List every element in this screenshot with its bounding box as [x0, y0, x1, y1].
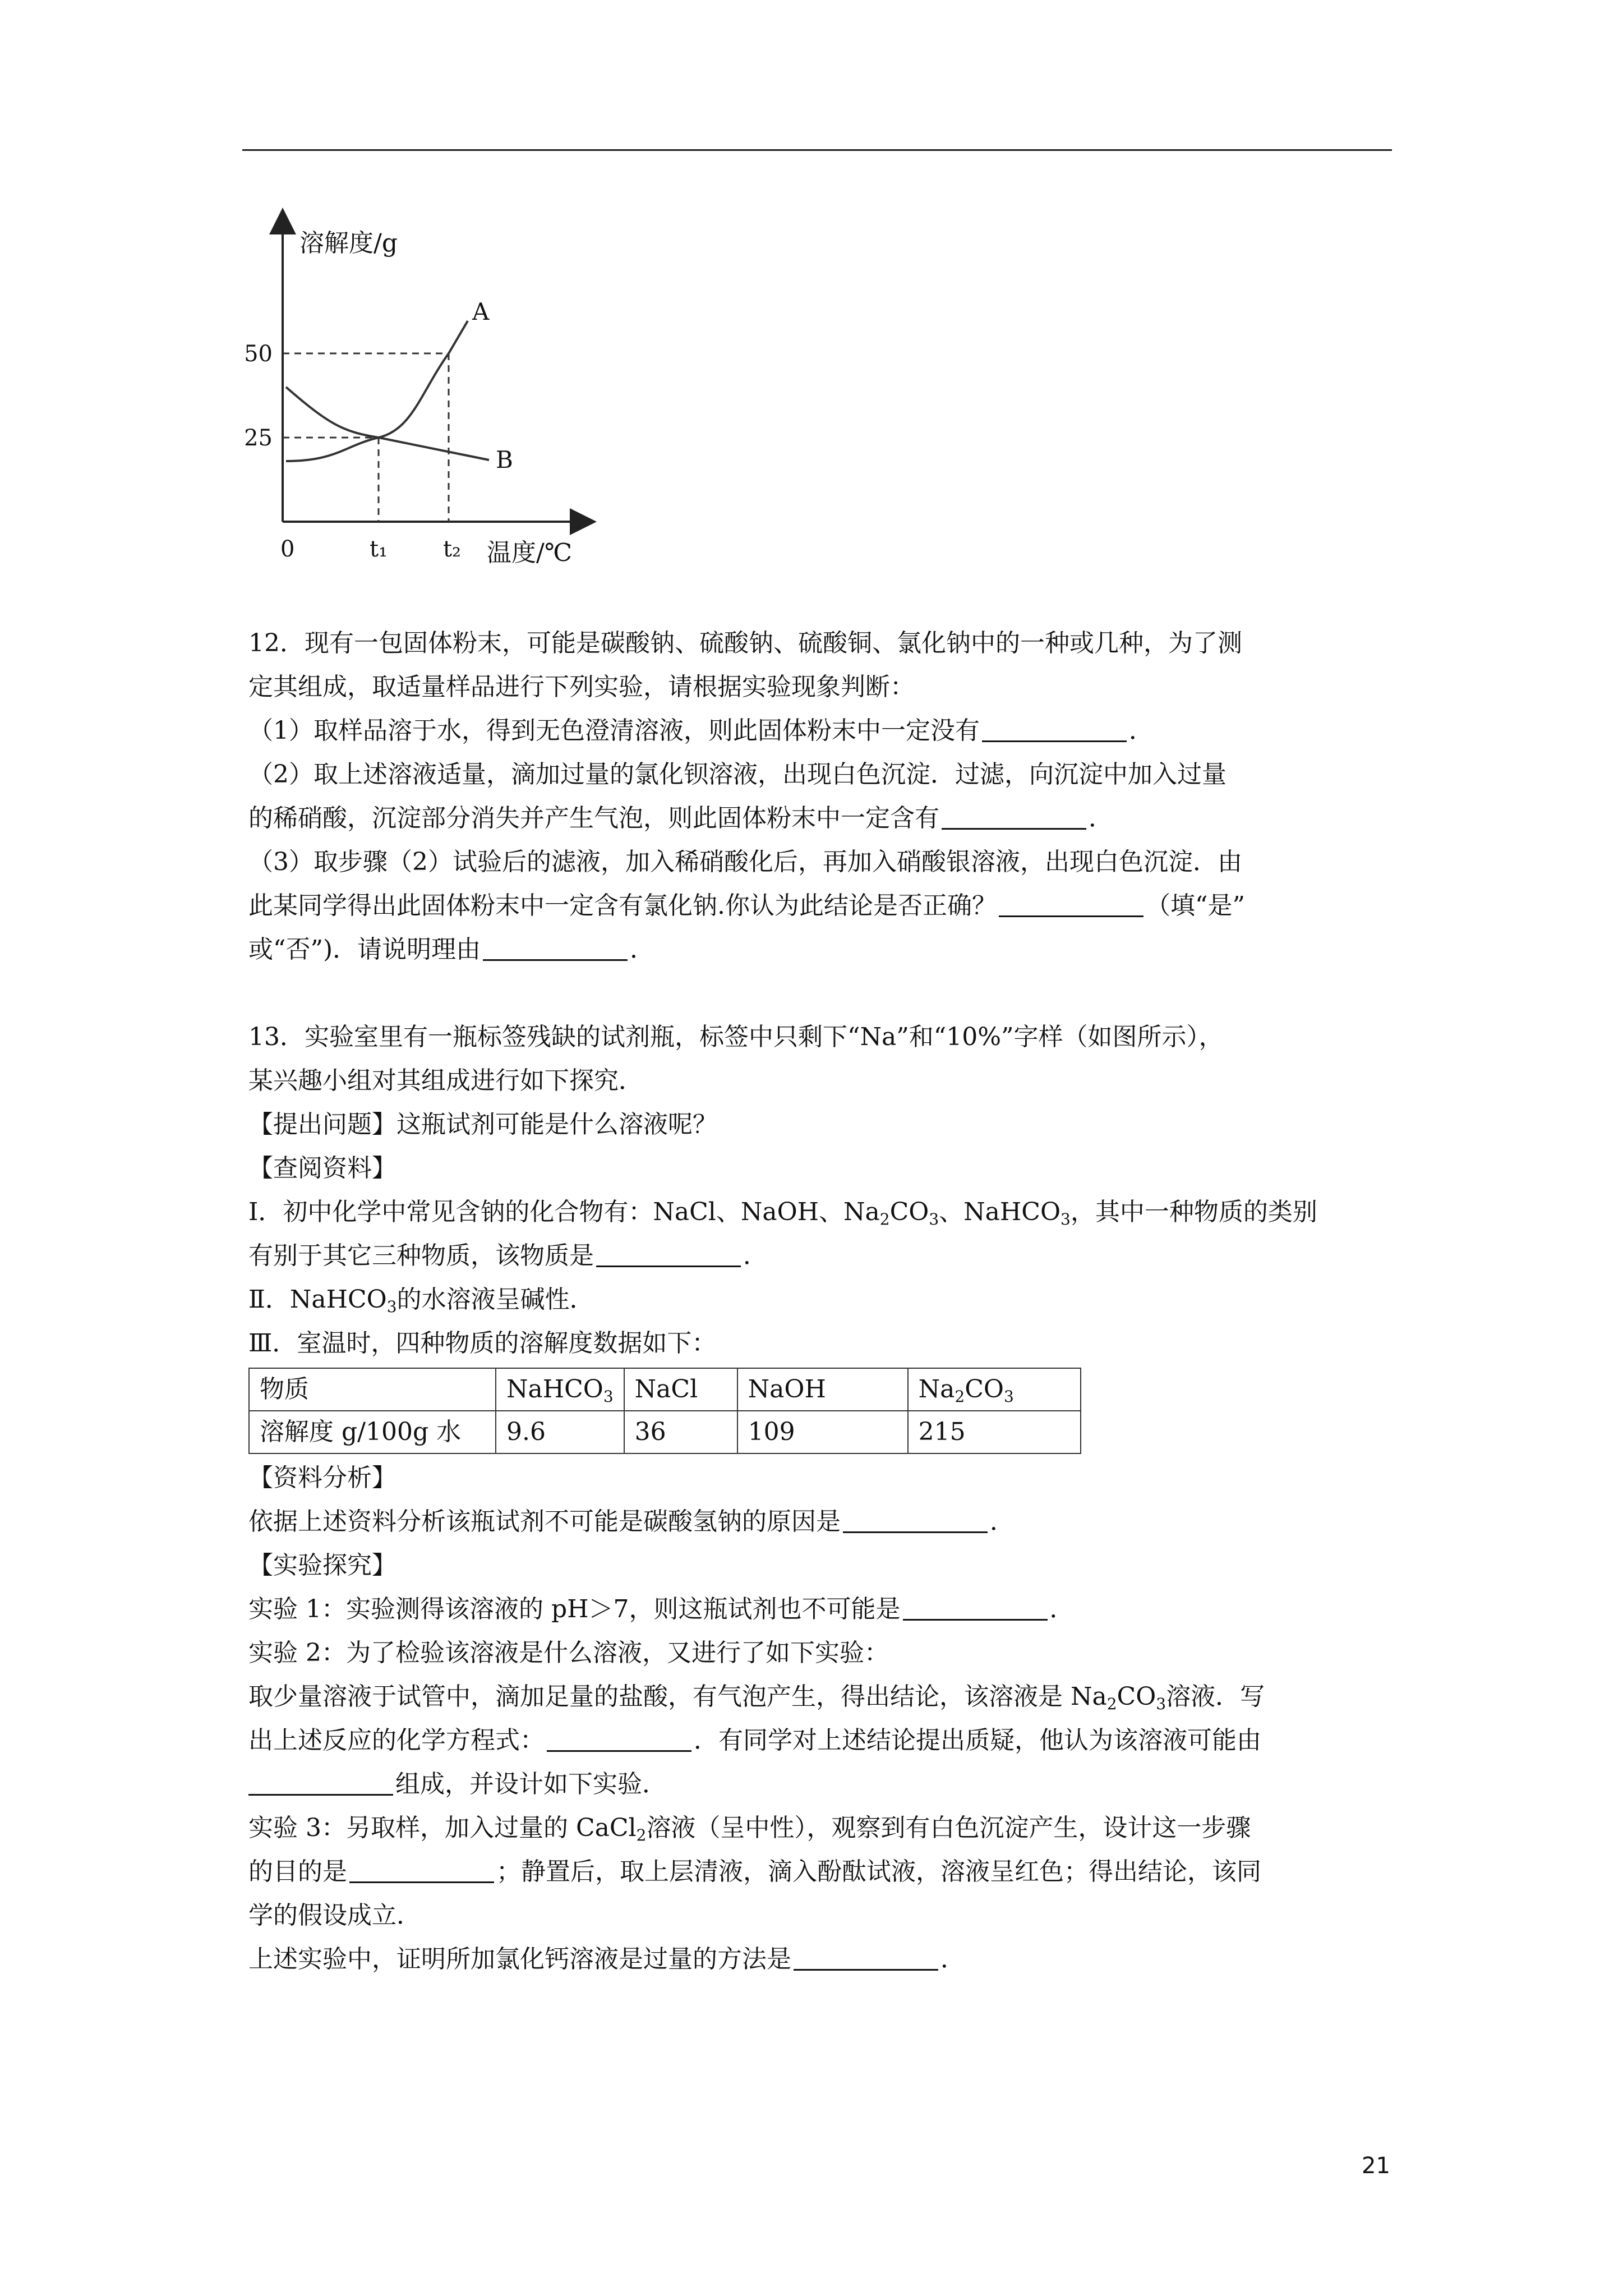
q12-part-1: （1）取样品溶于水，得到无色澄清溶液，则此固体粉末中一定没有 ．	[248, 709, 1395, 753]
table-cell: 109	[737, 1411, 908, 1453]
series-b-curve	[286, 387, 489, 460]
origin-label: 0	[280, 536, 295, 562]
table-cell: NaOH	[737, 1368, 908, 1411]
answer-blank[interactable]	[843, 1504, 988, 1533]
answer-blank[interactable]	[596, 1239, 741, 1267]
q12-line: 定其组成，取适量样品进行下列实验，请根据实验现象判断：	[248, 673, 915, 701]
x-tick-t2: t₂	[442, 536, 462, 562]
q13-exp-1: 实验 1：实验测得该溶液的 pH＞7，则这瓶试剂也不可能是 ．	[248, 1588, 1395, 1631]
answer-blank[interactable]	[942, 801, 1086, 830]
series-b-label: B	[496, 446, 513, 473]
answer-blank[interactable]	[794, 1942, 938, 1971]
q13-line: 13．实验室里有一瓶标签残缺的试剂瓶，标签中只剩下“Na”和“10%”字样（如图所示），	[248, 1023, 1224, 1051]
y-tick-25: 25	[244, 425, 273, 451]
answer-blank[interactable]	[483, 932, 628, 961]
question-content	[248, 622, 1395, 1981]
series-a-label: A	[472, 298, 490, 325]
answer-blank[interactable]	[547, 1723, 691, 1752]
q13-ref-3: Ⅲ．室温时，四种物质的溶解度数据如下：	[248, 1329, 717, 1358]
x-axis-label: 温度/℃	[487, 539, 573, 567]
y-axis-label: 溶解度/g	[299, 229, 398, 257]
q12-line: 12．现有一包固体粉末，可能是碳酸钠、硫酸钠、硫酸铜、氯化钠中的一种或几种，为了测	[248, 629, 1242, 657]
q13-heading-experiment: 【实验探究】	[248, 1551, 396, 1580]
q13-heading-analysis: 【资料分析】	[248, 1464, 396, 1492]
answer-blank[interactable]	[248, 1767, 393, 1796]
q12-part-3-reason: 或“否”)．请说明理由 ．	[248, 928, 1395, 972]
answer-blank[interactable]	[903, 1592, 1048, 1621]
table-cell: NaCl	[624, 1368, 737, 1411]
q13-exp-3-conclusion: 学的假设成立．	[248, 1901, 421, 1930]
x-tick-t1: t₁	[369, 536, 388, 562]
table-row	[249, 1368, 1081, 1411]
q13-exp-2: 实验 2：为了检验该溶液是什么溶液，又进行了如下实验：	[248, 1639, 889, 1667]
q13-exp-2-composition: 组成，并设计如下实验．	[248, 1763, 1395, 1806]
q12-part-3-cont: 此某同学得出此固体粉末中一定含有氯化钠.你认为此结论是否正确？ （填“是”	[248, 884, 1395, 928]
table-cell: 溶解度 g/100g 水	[249, 1411, 496, 1453]
answer-blank[interactable]	[982, 714, 1127, 742]
q13-heading-reference: 【查阅资料】	[248, 1154, 396, 1182]
header-rule	[242, 149, 1392, 151]
answer-blank[interactable]	[999, 889, 1144, 917]
answer-blank[interactable]	[349, 1855, 494, 1883]
q13-exp-excess: 上述实验中，证明所加氯化钙溶液是过量的方法是 ．	[248, 1938, 1395, 1981]
y-tick-50: 50	[244, 341, 273, 367]
q13-ref-1-cont: 有别于其它三种物质，该物质是 ．	[248, 1234, 1395, 1278]
q13-ref-2: Ⅱ．NaHCO$_3$的水溶液呈碱性．	[248, 1285, 594, 1316]
table-cell: $Na_2CO_3$	[908, 1368, 1081, 1411]
q13-line: 某兴趣小组对其组成进行如下探究．	[248, 1066, 643, 1095]
solubility-curve-chart	[241, 208, 606, 589]
q13-exp-3: 实验 3：另取样，加入过量的 CaCl$_2$溶液（呈中性），观察到有白色沉淀产生，设计这一步骤	[248, 1814, 1251, 1844]
series-a-curve	[286, 321, 468, 461]
table-cell: 215	[908, 1411, 1081, 1453]
q13-exp-3-purpose: 的目的是 ；静置后，取上层清液，滴入酚酞试液，溶液呈红色；得出结论，该同	[248, 1850, 1395, 1894]
page-number: 21	[1362, 2153, 1390, 2179]
table-cell: 9.6	[496, 1411, 624, 1453]
table-cell: 物质	[249, 1368, 496, 1411]
table-row	[249, 1411, 1081, 1453]
q12-part-2-cont: 的稀硝酸，沉淀部分消失并产生气泡，则此固体粉末中一定含有 ．	[248, 797, 1395, 840]
q13-heading-question: 【提出问题】这瓶试剂可能是什么溶液呢？	[248, 1110, 717, 1139]
q12-part-3: （3）取步骤（2）试验后的滤液，加入稀硝酸化后，再加入硝酸银溶液，出现白色沉淀．由	[248, 848, 1242, 876]
table-cell: NaHCO$_3$	[496, 1368, 624, 1411]
q13-analysis: 依据上述资料分析该瓶试剂不可能是碳酸氢钠的原因是 ．	[248, 1500, 1395, 1544]
table-cell: 36	[624, 1411, 737, 1453]
q13-ref-1: Ⅰ．初中化学中常见含钠的化合物有：NaCl、NaOH、$Na_2CO_3$、NaHCO$_3$，其中一种物质的类别	[248, 1198, 1317, 1228]
q12-part-2: （2）取上述溶液适量，滴加过量的氯化钡溶液，出现白色沉淀．过滤，向沉淀中加入过量	[248, 760, 1227, 789]
q13-exp-2-detail: 取少量溶液于试管中，滴加足量的盐酸，有气泡产生，得出结论，该溶液是 $Na_2CO_3$溶液．写	[248, 1682, 1265, 1713]
solubility-table	[248, 1368, 1081, 1454]
q13-exp-2-equation: 出上述反应的化学方程式： ．有同学对上述结论提出质疑，他认为该溶液可能由	[248, 1719, 1395, 1763]
